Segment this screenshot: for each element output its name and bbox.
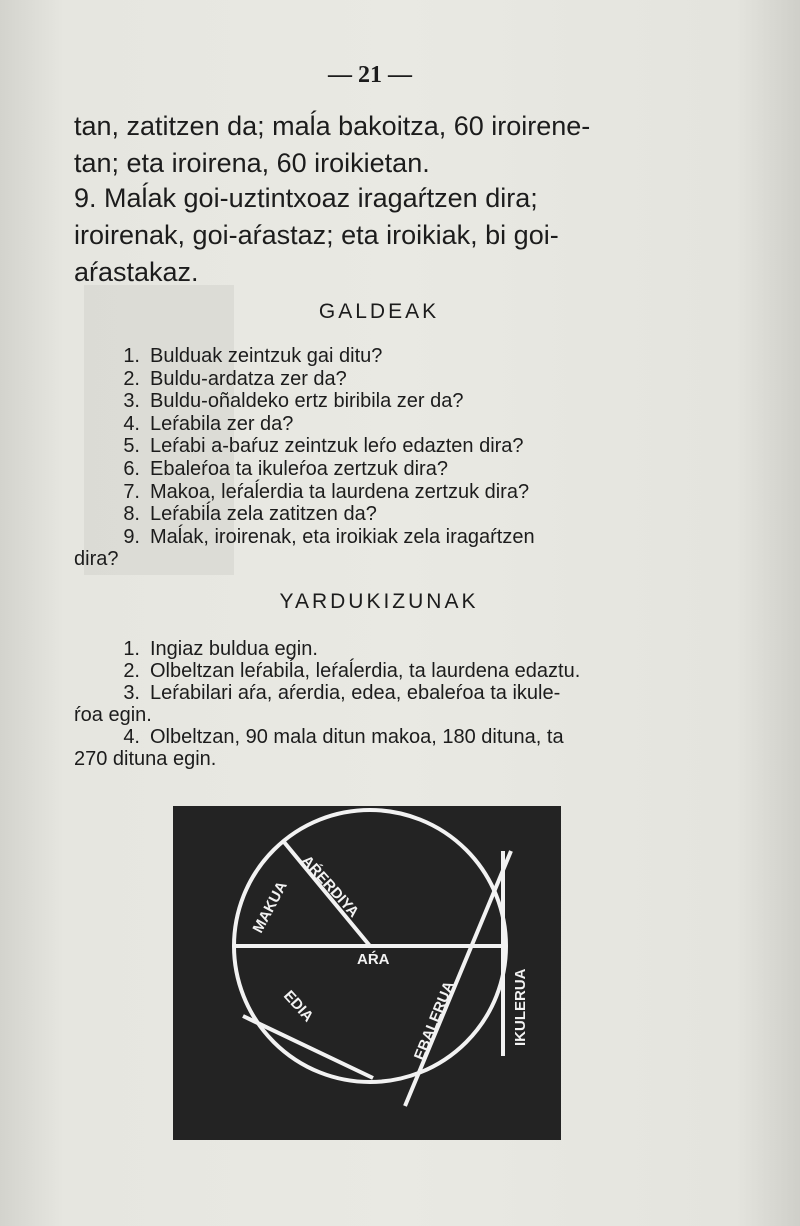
exercise-text: Olbeltzan leŕabiĺa, leŕaĺerdia, ta laurdena edaztu. — [150, 660, 581, 682]
question-number: 1. — [123, 345, 140, 367]
exercise-continuation: 270 dituna egin. — [74, 748, 217, 770]
exercise-item — [74, 682, 694, 704]
question-item — [74, 345, 694, 368]
page-number: — 21 — — [328, 62, 412, 88]
question-item — [74, 368, 694, 391]
question-number: 5. — [123, 435, 140, 458]
question-text: Bulduak zeintzuk gai ditu? — [150, 345, 383, 367]
galdeak-list — [74, 345, 694, 571]
question-text: Ebaleŕoa ta ikuleŕoa zertzuk dira? — [150, 457, 448, 480]
yardukizunak-list — [74, 638, 694, 770]
exercise-text: Ingiaz buldua egin. — [150, 638, 318, 660]
question-item — [74, 413, 694, 436]
exercise-item — [74, 660, 694, 682]
question-number: 7. — [123, 480, 140, 503]
exercise-text: Olbeltzan, 90 mala ditun makoa, 180 dituna, ta — [150, 726, 564, 748]
question-item — [74, 526, 694, 549]
label-ara: AŔA — [357, 951, 390, 968]
exercise-item — [74, 638, 694, 660]
yardukizunak-heading: YARDUKIZUNAK — [279, 590, 479, 613]
question-item — [74, 503, 694, 526]
circle-diagram-svg — [173, 806, 561, 1140]
label-ikulerua: IKULERUA — [512, 968, 529, 1046]
question-number: 6. — [123, 457, 140, 480]
exercise-text: Leŕabilari aŕa, aŕerdia, edea, ebaleŕoa ta ikule- — [150, 682, 561, 704]
question-continuation: dira? — [74, 548, 119, 571]
question-number: 3. — [123, 390, 140, 413]
question-text: Makoa, leŕaĺerdia ta laurdena zertzuk dira? — [150, 480, 530, 503]
question-text: Leŕabiĺa zela zatitzen da? — [150, 503, 377, 526]
circle-diagram — [173, 806, 561, 1140]
exercise-number: 4. — [123, 726, 140, 748]
exercise-number: 3. — [123, 682, 140, 704]
question-item — [74, 390, 694, 413]
question-text: Leŕabi a-baŕuz zeintzuk leŕo edazten dira? — [150, 435, 524, 458]
question-text: Buldu-oñaldeko ertz biribila zer da? — [150, 390, 464, 413]
paragraph-line: tan, zatitzen da; maĺa bakoitza, 60 iroirene- — [74, 111, 591, 141]
question-number: 9. — [123, 525, 140, 548]
paragraph-line: tan; eta iroirena, 60 iroikietan. — [74, 148, 430, 178]
secant-line — [405, 851, 511, 1106]
question-number: 4. — [123, 412, 140, 435]
exercise-continuation: ŕoa egin. — [74, 704, 152, 726]
question-number: 2. — [123, 367, 140, 390]
paragraph-line: 9. Maĺak goi-uztintxoaz iragaŕtzen dira; — [74, 183, 538, 213]
exercise-number: 1. — [123, 638, 140, 660]
exercise-number: 2. — [123, 660, 140, 682]
paragraph-line: aŕastakaz. — [74, 257, 199, 287]
label-ebalerua: EBALERUA — [410, 978, 458, 1063]
question-item — [74, 481, 694, 504]
label-arerdiya: AŔERDIYA — [298, 852, 363, 921]
label-edia: EDIA — [280, 987, 317, 1026]
galdeak-heading: GALDEAK — [318, 300, 440, 323]
question-number: 8. — [123, 503, 140, 526]
question-text: Buldu-ardatza zer da? — [150, 367, 347, 390]
question-text: Leŕabila zer da? — [150, 412, 294, 435]
paragraph-9 — [74, 180, 674, 291]
paragraph-line: iroirenak, goi-aŕastaz; eta iroikiak, bi goi- — [74, 220, 559, 250]
question-item — [74, 458, 694, 481]
question-item — [74, 435, 694, 458]
question-text: Maĺak, iroirenak, eta iroikiak zela iragaŕtzen — [150, 525, 535, 548]
exercise-item — [74, 726, 694, 748]
label-makua: MAKUA — [249, 878, 291, 936]
paragraph-continuation — [74, 108, 674, 182]
